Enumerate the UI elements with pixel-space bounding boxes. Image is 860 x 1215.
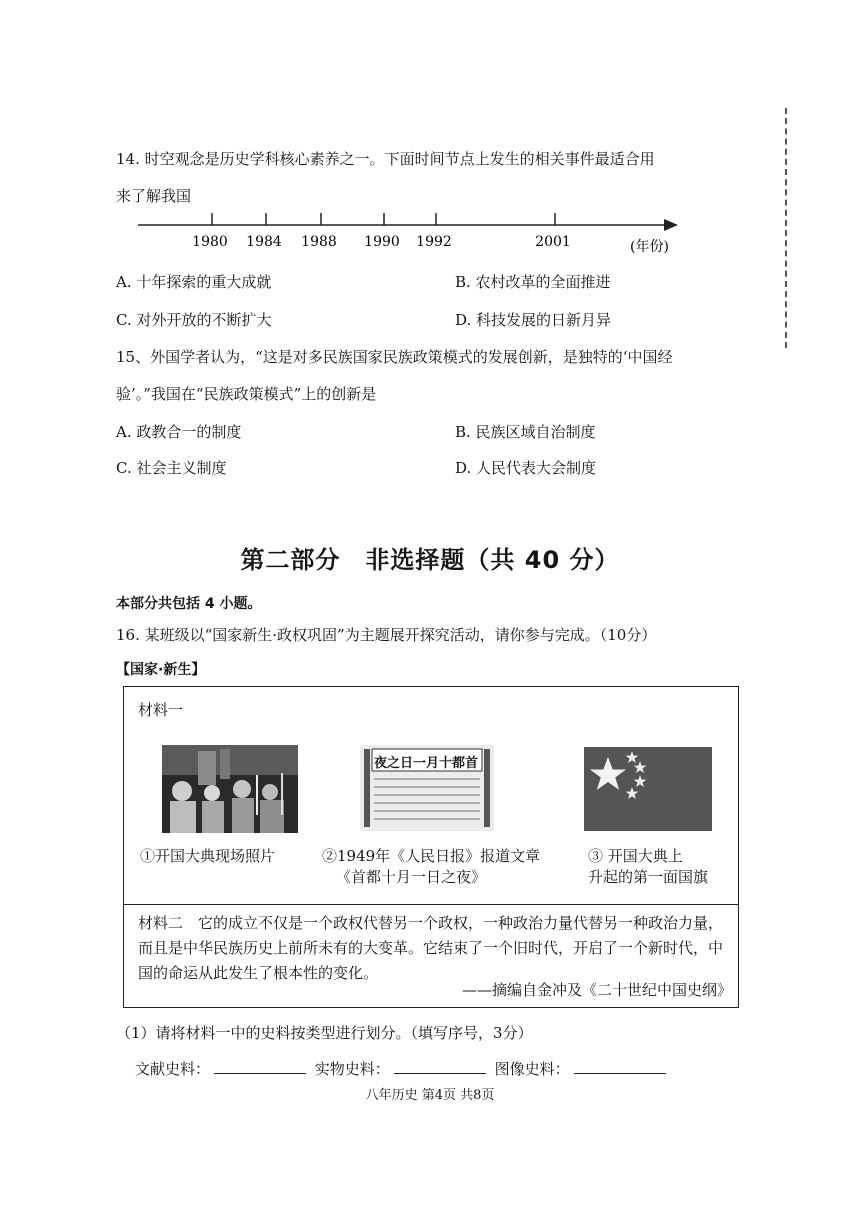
part2-title: 第二部分 非选择题（共 40 分） — [240, 546, 620, 574]
q15-option-c[interactable]: C. 社会主义制度 — [116, 459, 227, 477]
caption-3-line2: 升起的第一面国旗 — [588, 868, 709, 886]
q14-option-c[interactable]: C. 对外开放的不断扩大 — [116, 311, 272, 329]
answer-blank-artifacts[interactable] — [394, 1059, 486, 1074]
q15-option-d[interactable]: D. 人民代表大会制度 — [455, 459, 597, 477]
part2-intro: 本部分共包括 4 小题。 — [116, 596, 262, 612]
fill-label-images: 图像史料： — [494, 1060, 570, 1078]
timeline-year-label: 1984 — [246, 234, 282, 250]
material2-source: ——摘编自金冲及《二十世纪中国史纲》 — [461, 981, 732, 999]
timeline-arrow-icon — [664, 219, 678, 231]
answer-blank-images[interactable] — [574, 1059, 666, 1074]
q14-option-b[interactable]: B. 农村改革的全面推进 — [455, 273, 611, 291]
timeline-year-label: 1990 — [364, 234, 400, 250]
material-box — [123, 686, 739, 1008]
q14-option-a[interactable]: A. 十年探索的重大成就 — [116, 273, 272, 291]
national-flag-image — [584, 747, 712, 831]
q16-section-label: 【国家·新生】 — [116, 662, 206, 678]
caption-2-line1: ②1949年《人民日报》报道文章 — [322, 847, 541, 865]
q14-stem-line2: 来了解我国 — [116, 187, 192, 205]
timeline-unit-label: (年份) — [630, 239, 669, 255]
timeline-year-label: 1992 — [416, 234, 452, 250]
fill-label-artifacts: 实物史料： — [314, 1060, 390, 1078]
q15-stem-line2: 验’。”我国在“民族政策模式”上的创新是 — [116, 385, 377, 403]
timeline-year-label: 2001 — [535, 234, 571, 250]
timeline-year-label: 1980 — [192, 234, 228, 250]
timeline — [130, 205, 690, 265]
caption-3-line1: ③ 开国大典上 — [588, 847, 683, 865]
newspaper-image — [360, 745, 494, 831]
material-divider — [124, 904, 738, 905]
fill-row — [135, 1058, 670, 1079]
caption-1: ①开国大典现场照片 — [140, 847, 276, 865]
q16-stem: 16. 某班级以“国家新生·政权巩固”为主题展开探究活动，请你参与完成。（10分） — [116, 626, 657, 644]
caption-2-line2: 《首都十月一日之夜》 — [336, 868, 487, 886]
material2-text: 材料二 它的成立不仅是一个政权代替另一个政权，一种政治力量代替另一种政治力量，而且是中华民族历史上前所未有的大变革。它结束了一个旧时代，开启了一个新时代，中国的命运从此发生了根本性的变化。 — [138, 914, 724, 982]
ceremony-photo — [162, 745, 298, 833]
answer-blank-documents[interactable] — [214, 1059, 306, 1074]
material1-label: 材料一 — [138, 701, 184, 719]
timeline-year-label: 1988 — [301, 234, 337, 250]
q15-option-b[interactable]: B. 民族区域自治制度 — [455, 423, 596, 441]
q15-option-a[interactable]: A. 政教合一的制度 — [116, 423, 242, 441]
q16-sub1: （1）请将材料一中的史料按类型进行划分。（填写序号，3分） — [116, 1024, 533, 1042]
binding-dashed-line — [785, 108, 787, 348]
page-footer: 八年历史 第4页 共8页 — [365, 1088, 495, 1103]
q14-stem-line1: 14. 时空观念是历史学科核心素养之一。下面时间节点上发生的相关事件最适合用 — [116, 150, 655, 168]
q15-stem-line1: 15、外国学者认为，“这是对多民族国家民族政策模式的发展创新，是独特的‘中国经 — [116, 348, 673, 366]
q14-option-d[interactable]: D. 科技发展的日新月异 — [455, 311, 612, 329]
newspaper-headline: 夜之日一月十都首 — [374, 756, 479, 771]
fill-label-documents: 文献史料： — [135, 1060, 211, 1078]
